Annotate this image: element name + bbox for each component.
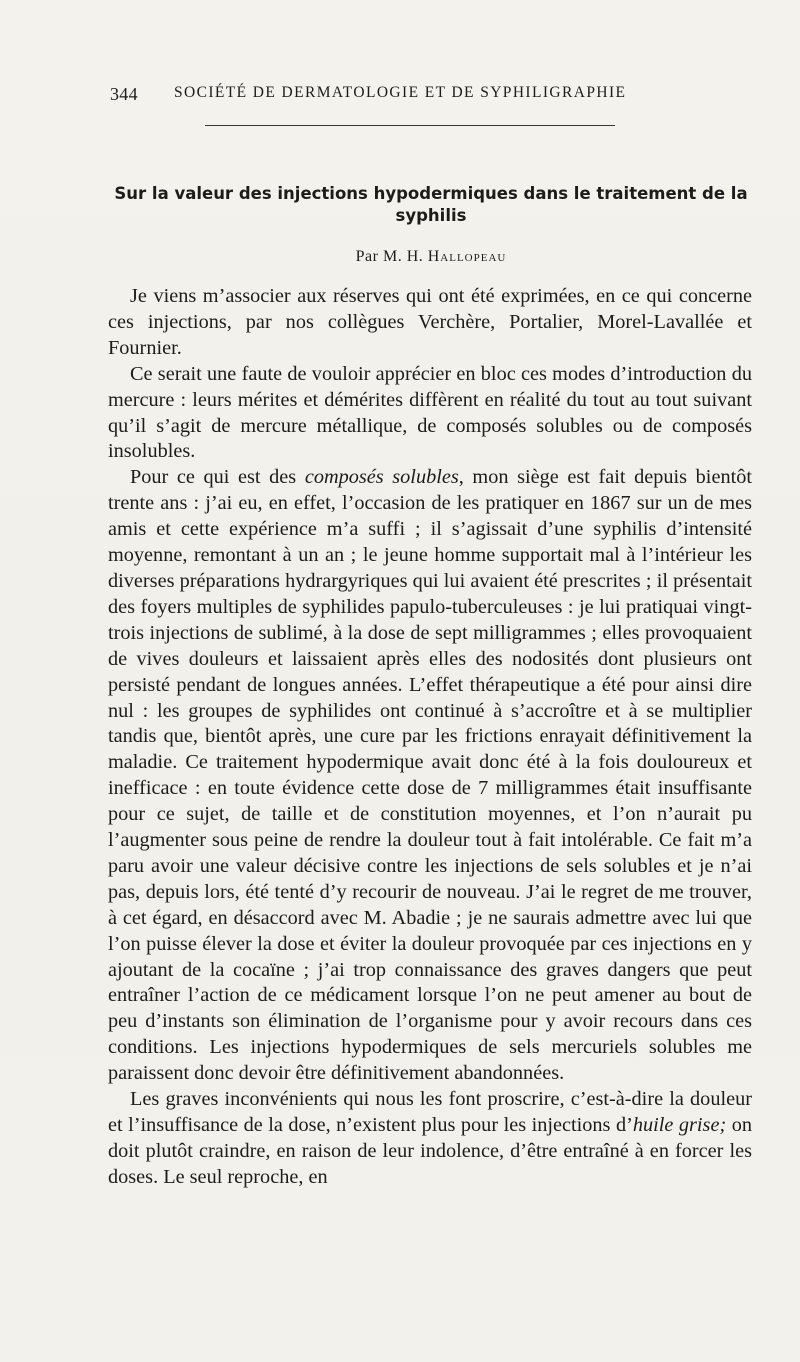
- paragraph: [108, 1087, 752, 1191]
- byline: [106, 248, 756, 266]
- emphasis-text: composés solubles: [304, 466, 459, 489]
- paragraph-text: on doit plutôt craindre, en raison de leur indolence, d’être entraîné à en forcer les doses. Le seul reproche, en: [108, 1114, 752, 1188]
- paragraph-text: Les graves inconvénients qui nous les font proscrire, c’est-à-dire la douleur et l’insuffisance de la dose, n’existent plus pour les injections d’: [108, 1088, 752, 1136]
- paragraph: Je viens m’associer aux réserves qui ont été exprimées, en ce qui concerne ces injections, par nos collègues Verchère, Portalier, Morel-Lavallée et Fournier.: [108, 285, 752, 359]
- paragraph: Ce serait une faute de vouloir apprécier en bloc ces modes d’introduction du mercure : leurs mérites et démérites diffèrent en réalité du tout au tout suivant qu’il s’agit de mercure métallique, de composés solubles ou de composés insolubles.: [108, 362, 752, 463]
- byline-prefix: Par M. H.: [355, 248, 424, 265]
- header-divider: [205, 125, 615, 126]
- article-title: Sur la valeur des injections hypodermiques dans le traitement de la syphilis: [114, 184, 748, 225]
- page-number: 344: [110, 84, 138, 104]
- author-name: Hallopeau: [427, 248, 507, 265]
- emphasis-text: huile grise;: [632, 1114, 727, 1136]
- journal-title: SOCIÉTÉ DE DERMATOLOGIE ET DE SYPHILIGRAPHIE: [174, 84, 627, 101]
- paragraph-text: Pour ce qui est des: [130, 466, 305, 489]
- article-body: [108, 284, 752, 1191]
- running-head: [110, 84, 750, 112]
- paragraph-text: , mon siège est fait depuis bientôt trente ans : j’ai eu, en effet, l’occasion de les pratiquer en 1867 sur un de mes amis et cette expérience m’a suffi ; il s’agissait d’une syphilis d’intensité moyenne, remontant à un an ; le jeune homme supportait mal à l’intérieur les diverses préparations hydrargyriques qui lui avaient été prescrites ; il présentait des foyers multiples de syphilides papulo-tuberculeuses : je lui pratiquai vingt-trois injections de sublimé, à la dose de sept milligrammes ; elles provoquaient de vives douleurs et laissaient après elles des nodosités dont plusieurs ont persisté pendant de longues années. L’effet thérapeutique a été pour ainsi dire nul : les groupes de syphilides ont continué à s’accroître et à se multiplier tandis que, bientôt après, une cure par les frictions enrayait définitivement la maladie. Ce traitement hypodermique avait donc été à la fois douloureux et inefficace : en toute évidence cette dose de 7 milligrammes était insuffisante pour ce sujet, de taille et de constitution moyennes, et l’on n’aurait pu l’augmenter sous peine de rendre la douleur tout à fait intolérable. Ce fait m’a paru avoir une valeur décisive contre les injections de sels solubles et je n’ai pas, depuis lors, été tenté d’y recourir de nouveau. J’ai le regret de me trouver, à cet égard, en désaccord avec M. Abadie ; je ne saurais admettre avec lui que l’on puisse élever la dose et éviter la douleur provoquée par ces injections en y ajoutant de la cocaïne ; j’ai trop connaissance des graves dangers que peut entraîner l’action de ce médicament lorsque l’on ne peut amener au bout de peu d’instants son élimination de l’organisme pour y avoir recours dans ces conditions. Les injections hypodermiques de sels mercuriels solubles me paraissent donc devoir être définitivement abandonnées.: [108, 466, 752, 1085]
- paragraph: [108, 465, 752, 1087]
